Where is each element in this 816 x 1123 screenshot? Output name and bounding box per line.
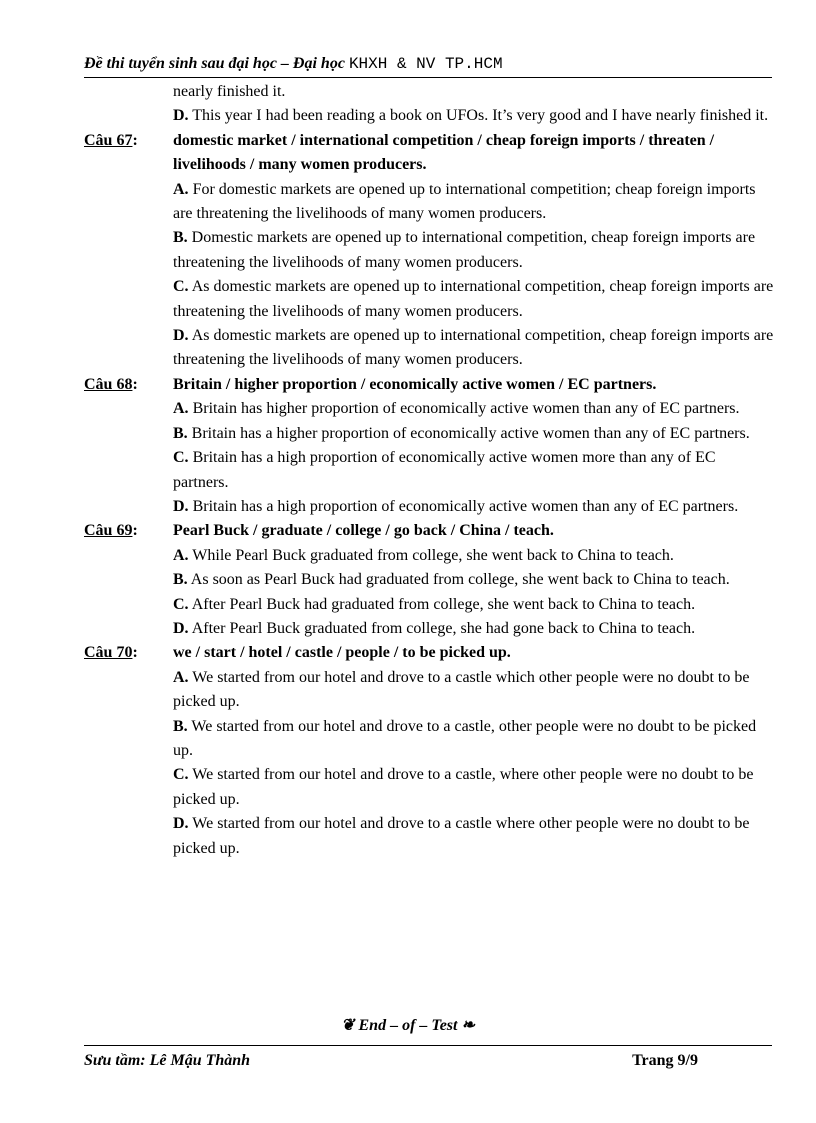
option-b: B. Domestic markets are opened up to international competition, cheap foreign imports are threatening the livelihoods of many women producers. <box>173 229 756 271</box>
header-title: Đề thi tuyển sinh sau đại học – Đại học <box>84 55 345 72</box>
option-a: A. For domestic markets are opened up to international competition; cheap foreign imports are threatening the livelihoods of many women producers. <box>173 180 756 223</box>
question-prompt: domestic market / international competition / cheap foreign imports / threaten / livelihoods / many women producers. <box>173 131 715 174</box>
page-number: Trang 9/9 <box>632 1052 698 1069</box>
question-label: Câu 69 <box>84 522 133 540</box>
page-footer <box>84 1050 772 1072</box>
option-c: C. We started from our hotel and drove to a castle, where other people were no doubt to be picked up. <box>173 766 754 808</box>
question-prompt: we / start / hotel / castle / people / to be picked up. <box>173 644 511 662</box>
option-b: B. Britain has a higher proportion of economically active women than any of EC partners. <box>173 424 750 442</box>
option-c: C. After Pearl Buck had graduated from college, she went back to China to teach. <box>173 595 696 613</box>
option-letter: D. <box>173 107 189 125</box>
question-70: Câu 70: we / start / hotel / castle / people / to be picked up. A. We started from our hotel and drove to a castle which other people were no doubt to be picked up. B. We started from our hotel and drove to a castle, other people were no doubt to be picked up. C. We started from our hotel and drove to a castle, where other people were no doubt to be picked up. D. We started from our hotel and drove to a castle where other people were no doubt to be picked up. <box>84 641 774 861</box>
document-body <box>84 80 774 861</box>
option-c: C. Britain has a high proportion of economically active women more than any of EC partners. <box>173 449 716 491</box>
option-a: A. While Pearl Buck graduated from college, she went back to China to teach. <box>173 546 674 564</box>
option-c: C. As domestic markets are opened up to international competition, cheap foreign imports are threatening the livelihoods of many women producers. <box>173 278 774 320</box>
question-68: Câu 68: Britain / higher proportion / economically active women / EC partners. A. Britain has higher proportion of economically active women than any of EC partners. B. Britain has a higher proportion of economically active women than any of EC partners. C. Britain has a high proportion of economically active women more than any of EC partners. D. Britain has a high proportion of economically active women than any of EC partners. <box>84 373 774 519</box>
option-d: D. Britain has a high proportion of economically active women than any of EC partners. <box>173 497 739 515</box>
question-69: Câu 69: Pearl Buck / graduate / college / go back / China / teach. A. While Pearl Buck graduated from college, she went back to China to teach. B. As soon as Pearl Buck had graduated from college, she went back to China to teach. C. After Pearl Buck had graduated from college, she went back to China to teach. D. After Pearl Buck graduated from college, she had gone back to China to teach. <box>84 519 774 641</box>
option-b: B. As soon as Pearl Buck had graduated from college, she went back to China to teach. <box>173 571 730 589</box>
option-a: A. Britain has higher proportion of economically active women than any of EC partners. <box>173 400 740 418</box>
option-b: B. We started from our hotel and drove to a castle, other people were no doubt to be picked up. <box>173 717 757 759</box>
option-d: D. We started from our hotel and drove to a castle where other people were no doubt to be picked up. <box>173 815 750 857</box>
option-text: This year I had been reading a book on UFOs. It’s very good and I have nearly finished it. <box>192 107 769 125</box>
continuation-text: nearly finished it. <box>173 83 286 100</box>
option-d: D. After Pearl Buck graduated from college, she had gone back to China to teach. <box>173 619 696 637</box>
end-of-test: ❦ End – of – Test ❧ <box>341 1017 475 1034</box>
option-a: A. We started from our hotel and drove to a castle which other people were no doubt to be picked up. <box>173 668 750 711</box>
footer-author: Sưu tầm: Lê Mậu Thành <box>84 1052 251 1069</box>
question-label: Câu 68 <box>84 375 133 393</box>
option-d: D. As domestic markets are opened up to international competition, cheap foreign imports are threatening the livelihoods of many women producers. <box>173 327 774 369</box>
question-prompt: Pearl Buck / graduate / college / go back / China / teach. <box>173 522 554 540</box>
header-university: KHXH & NV TP.HCM <box>348 55 503 73</box>
question-label: Câu 67 <box>84 131 133 149</box>
footer-divider <box>84 1045 772 1046</box>
page-header <box>84 53 772 78</box>
question-67: Câu 67: domestic market / international competition / cheap foreign imports / threaten / livelihoods / many women producers. A. For domestic markets are opened up to international competition; cheap foreign imports are threatening the livelihoods of many women producers. B. Domestic markets are opened up to international competition, cheap foreign imports are threatening the livelihoods of many women producers. C. As domestic markets are opened up to international competition, cheap foreign imports are threatening the livelihoods of many women producers. D. As domestic markets are opened up to international competition, cheap foreign imports are threatening the livelihoods of many women producers. <box>84 129 774 373</box>
question-label: Câu 70 <box>84 644 133 662</box>
continuation-option-d <box>84 104 774 128</box>
question-prompt: Britain / higher proportion / economically active women / EC partners. <box>173 375 657 393</box>
